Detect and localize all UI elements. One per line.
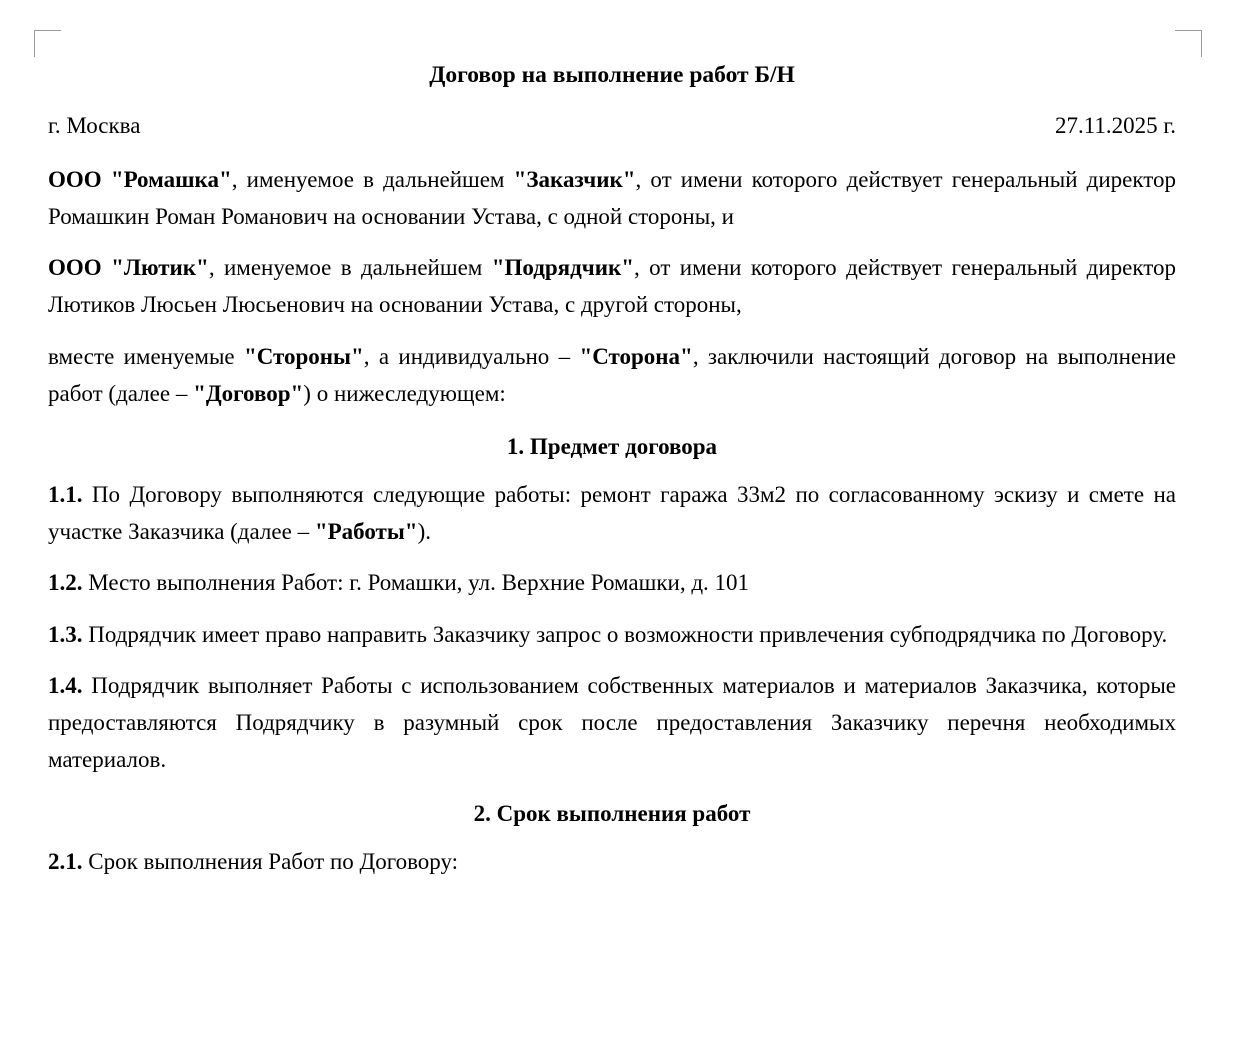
customer-text-after-role: , от имени которого действует генеральный директор Ромашкин Роман Романович на основании Устава, с одной стороны, и — [48, 166, 1177, 229]
party-customer-paragraph — [48, 161, 1176, 236]
joint-prefix: вместе именуемые — [48, 343, 244, 369]
clause-1-1-text-b: ). — [417, 519, 431, 545]
crop-mark-top-left — [34, 30, 61, 57]
customer-text-before-role: , именуемое в дальнейшем — [231, 166, 514, 192]
joint-single-term: "Сторона" — [579, 343, 693, 369]
joint-tail: ) о нижеследующем: — [303, 380, 506, 406]
contractor-name: ООО "Лютик" — [48, 255, 209, 281]
clause-2-1-text-a: Срок выполнения Работ по Договору: — [82, 848, 459, 874]
clause-1-1 — [48, 476, 1176, 551]
clause-2-1-number: 2.1. — [48, 848, 83, 874]
clause-1-2 — [48, 564, 1176, 601]
document-meta-row — [48, 113, 1176, 139]
clause-1-1-bold-term: "Работы" — [314, 519, 418, 545]
date-label: 27.11.2025 г. — [1055, 112, 1176, 138]
clause-1-3-text-a: Подрядчик имеет право направить Заказчику запрос о возможности привлечения субподрядчика по Договору. — [82, 621, 1168, 647]
contractor-text-before-role: , именуемое в дальнейшем — [208, 255, 492, 281]
parties-joint-paragraph — [48, 338, 1176, 413]
clause-1-3 — [48, 616, 1176, 653]
joint-plural-term: "Стороны" — [243, 343, 364, 369]
crop-mark-top-right — [1175, 30, 1202, 57]
section-heading-2: 2. Срок выполнения работ — [473, 800, 751, 826]
city-label: г. Москва — [48, 112, 141, 138]
joint-middle: , а индивидуально – — [363, 343, 580, 369]
clause-1-1-text-a: По Договору выполняются следующие работы: ремонт гаража 33м2 по согласованному эскизу и смете на участке Заказчика (далее – — [48, 481, 1176, 545]
section-heading-1: 1. Предмет договора — [506, 434, 718, 460]
clause-1-2-number: 1.2. — [48, 570, 83, 596]
clause-1-1-number: 1.1. — [48, 481, 83, 507]
document-body — [48, 60, 1176, 894]
joint-contract-term: "Договор" — [193, 380, 304, 406]
customer-role: "Заказчик" — [513, 166, 636, 192]
clause-1-4-number: 1.4. — [48, 672, 83, 698]
contractor-role: "Подрядчик" — [491, 255, 634, 281]
joint-after: , заключили настоящий договор на выполнение работ (далее – — [48, 343, 1176, 406]
party-contractor-paragraph — [48, 249, 1176, 324]
contractor-text-after-role: , от имени которого действует генеральный директор Лютиков Люсьен Люсьенович на основании Устава, с другой стороны, — [48, 255, 1177, 318]
clause-1-3-number: 1.3. — [48, 621, 83, 647]
document-title: Договор на выполнение работ Б/Н — [429, 62, 795, 88]
clause-1-4-text-a: Подрядчик выполняет Работы с использованием собственных материалов и материалов Заказчика, которые предоставляются Подрядчику в разумный срок после предоставления Заказчику перечня необходимых материалов. — [48, 672, 1176, 773]
clause-1-4 — [48, 667, 1176, 779]
customer-name: ООО "Ромашка" — [48, 166, 232, 192]
clause-1-2-text-a: Место выполнения Работ: г. Ромашки, ул. Верхние Ромашки, д. 101 — [82, 570, 750, 596]
clause-2-1 — [48, 843, 1176, 880]
